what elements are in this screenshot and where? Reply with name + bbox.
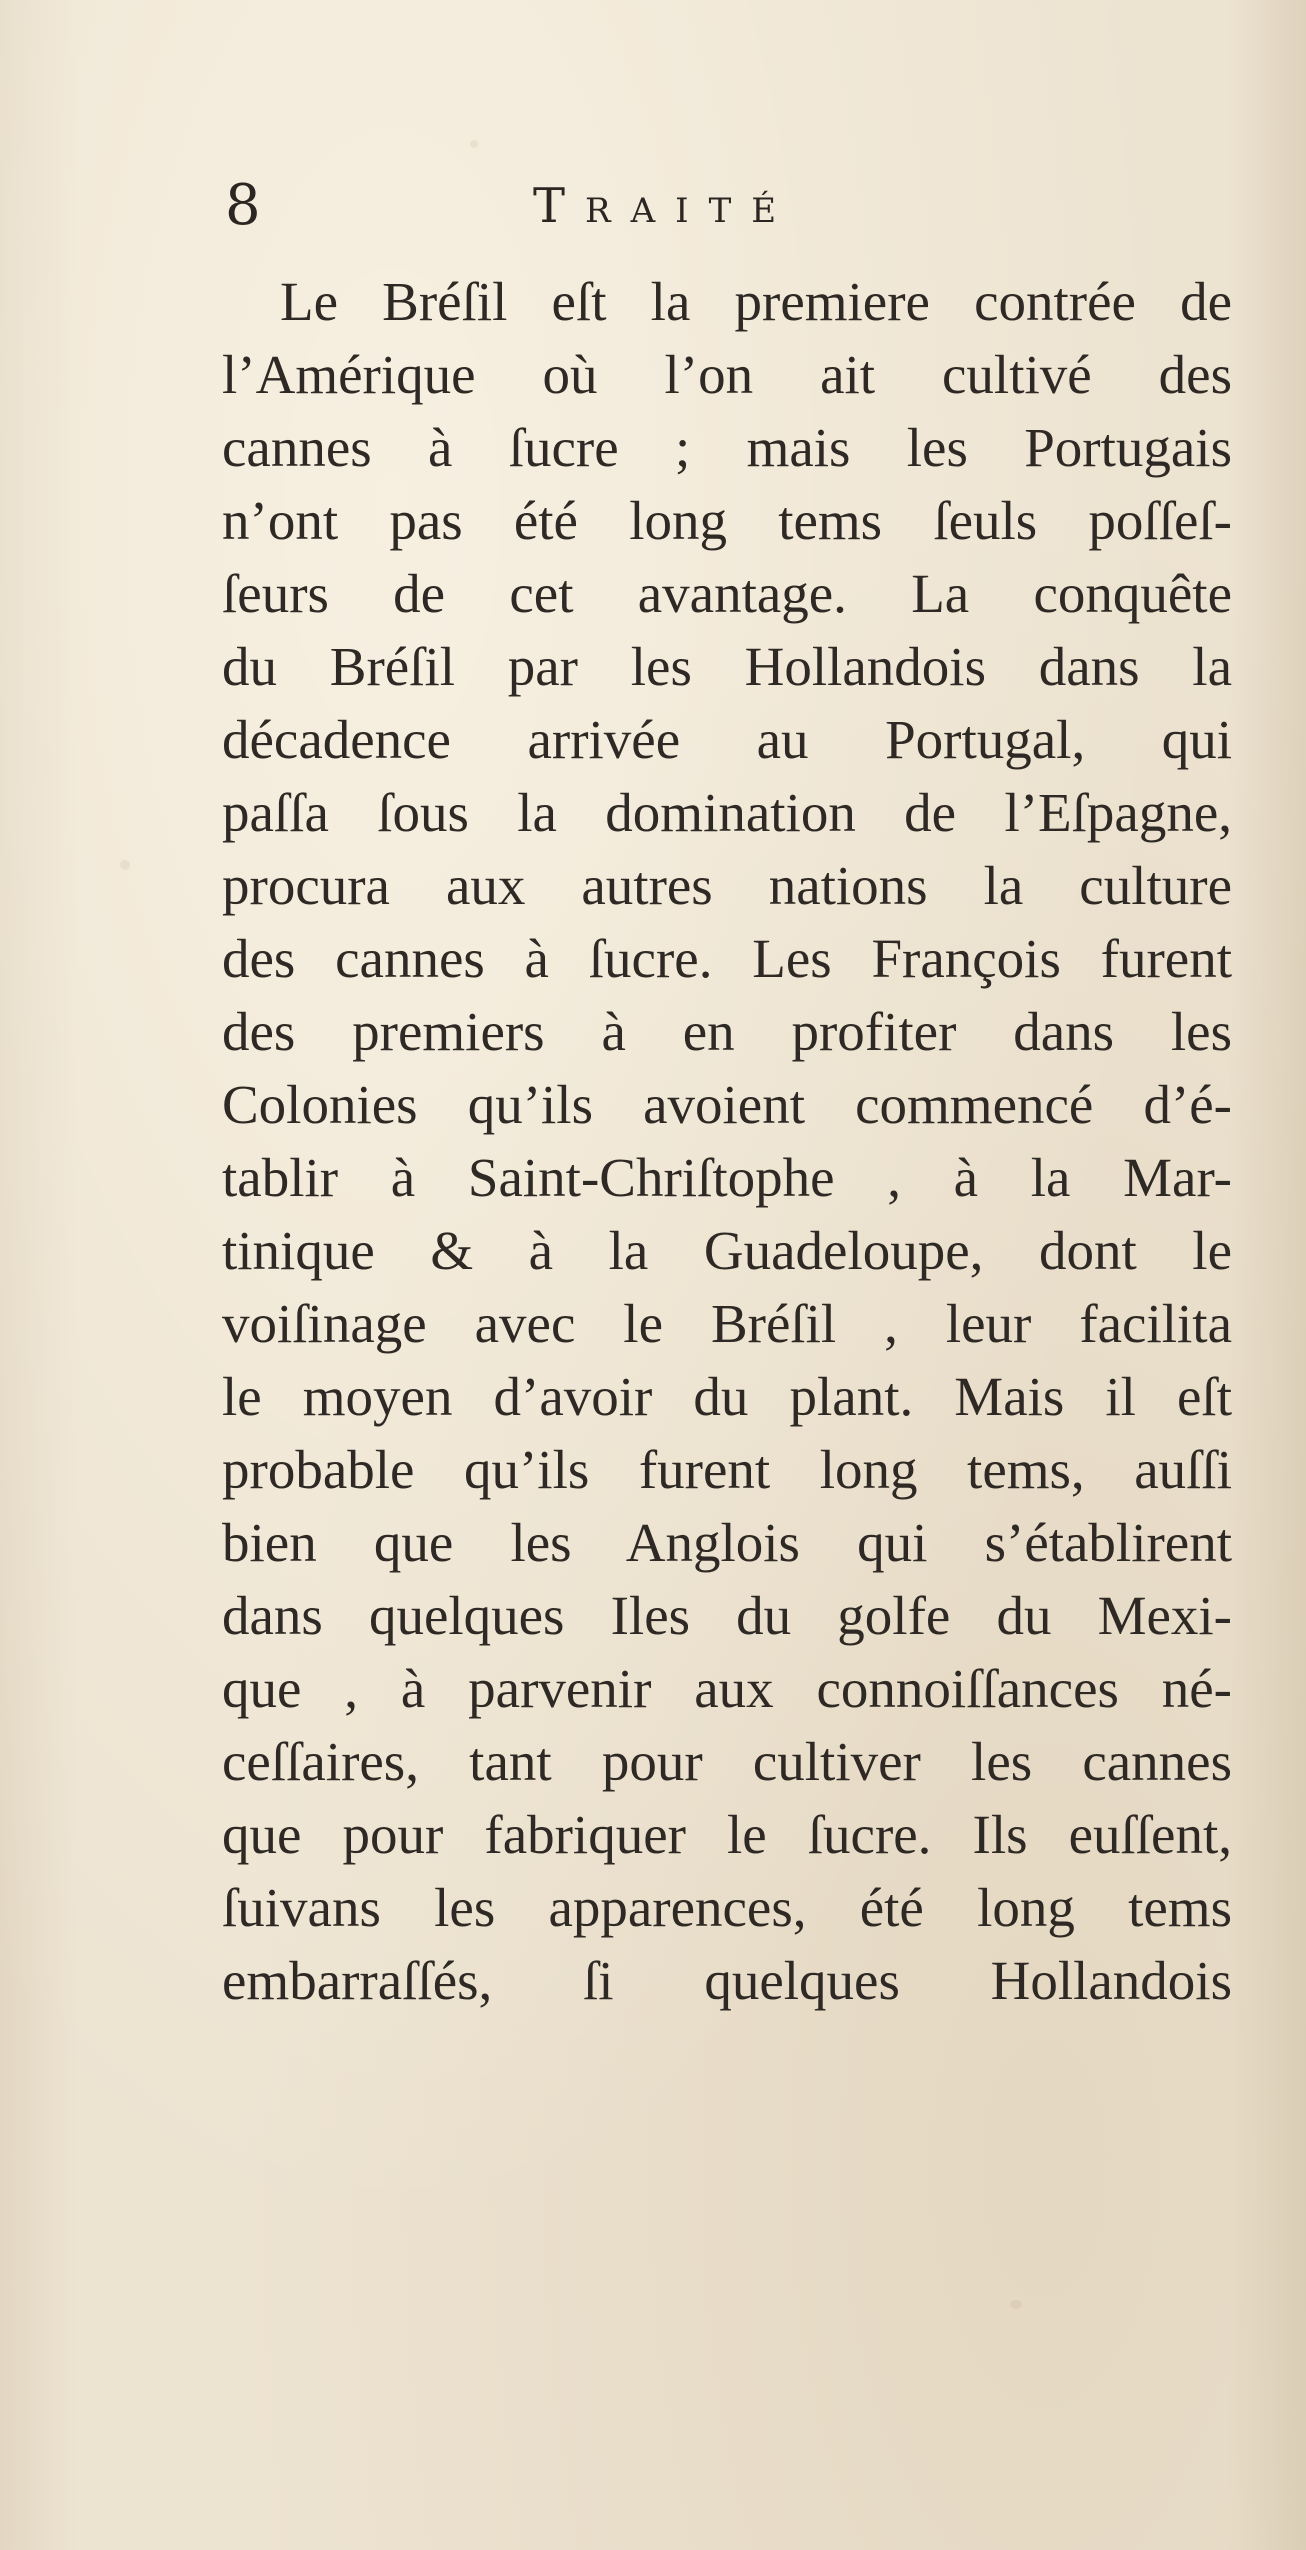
text-line: du Bréſil par les Hollandois dans la [222,636,1232,697]
text-line: tablir à Saint-Chriſtophe , à la Mar- [222,1147,1232,1208]
text-line: des cannes à ſucre. Les François furent [222,928,1232,989]
text-line: procura aux autres nations la culture [222,855,1232,916]
page-number: 8 [225,173,261,238]
text-line: des premiers à en profiter dans les [222,1001,1232,1062]
text-line: le moyen d’avoir du plant. Mais il eſt [222,1366,1232,1427]
text-line: cannes à ſucre ; mais les Portugais [222,417,1232,478]
text-line: Le Bréſil eſt la premiere contrée de [280,271,1232,332]
text-line: probable qu’ils furent long tems, auſſi [222,1439,1232,1500]
text-line: bien que les Anglois qui s’établirent [222,1512,1232,1573]
text-line: dans quelques Iles du golfe du Mexi- [222,1585,1232,1646]
text-line: voiſinage avec le Bréſil , leur facilita [222,1293,1232,1354]
body-text [222,265,1232,2017]
text-line: paſſa ſous la domination de l’Eſpagne, [222,782,1232,843]
foxing-spot [470,140,478,148]
text-line: que pour fabriquer le ſucre. Ils euſſent, [222,1804,1232,1865]
running-head: Traité [533,178,797,234]
text-line: décadence arrivée au Portugal, qui [222,709,1232,770]
text-line: que , à parvenir aux connoiſſances né- [222,1658,1232,1719]
text-line: l’Amérique où l’on ait cultivé des [222,344,1232,405]
text-line: n’ont pas été long tems ſeuls poſſeſ- [222,490,1232,551]
foxing-spot [120,860,130,870]
text-line: ſeurs de cet avantage. La conquête [222,563,1232,624]
foxing-spot [1010,2300,1022,2309]
text-line: ceſſaires, tant pour cultiver les cannes [222,1731,1232,1792]
text-line: Colonies qu’ils avoient commencé d’é- [222,1074,1232,1135]
text-line: tinique & à la Guadeloupe, dont le [222,1220,1232,1281]
text-line: ſuivans les apparences, été long tems [222,1877,1232,1938]
page-header [215,173,1215,258]
text-line: embarraſſés, ſi quelques Hollandois [222,1950,1232,2011]
